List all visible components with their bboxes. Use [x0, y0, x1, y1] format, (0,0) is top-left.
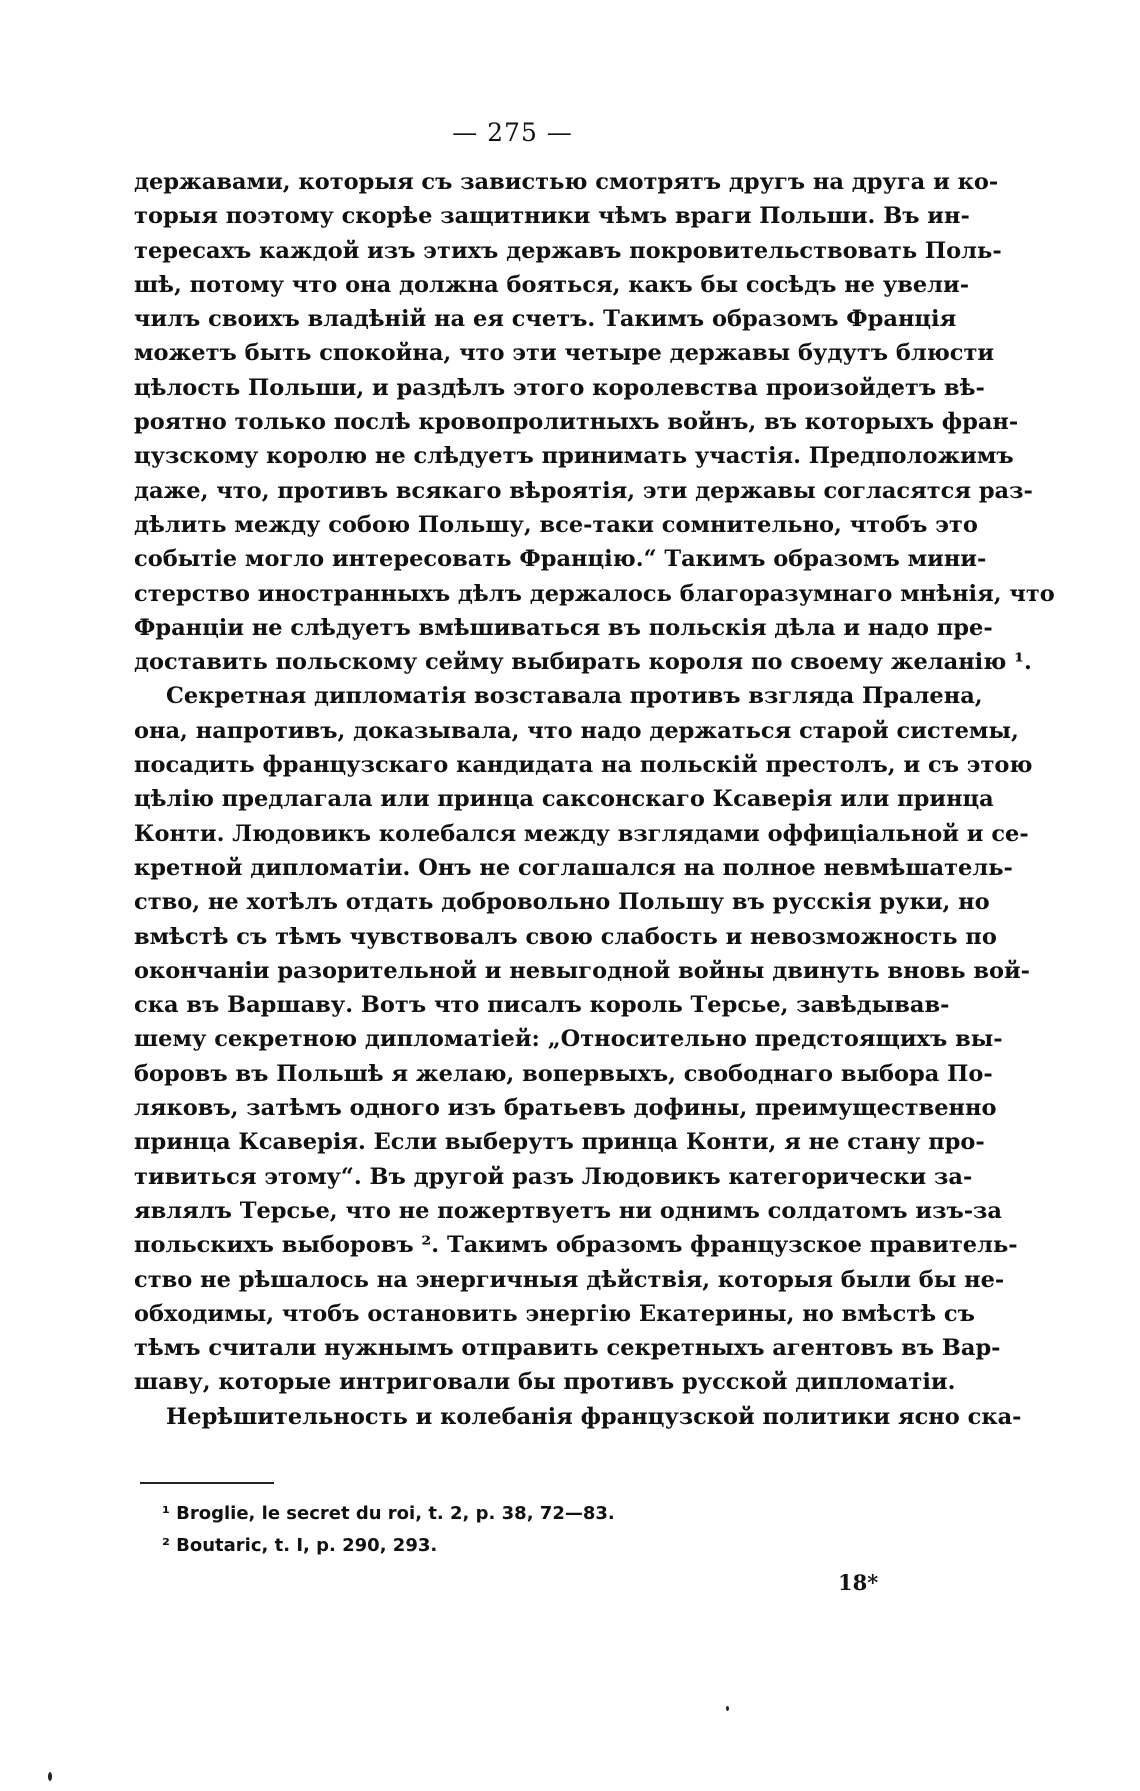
signature-mark: 18*: [838, 1570, 879, 1595]
text-line: шѣ, потому что она должна бояться, какъ бы сосѣдъ не увели-: [134, 271, 970, 298]
text-line: тересахъ каждой изъ этихъ державъ покровительствовать Поль-: [134, 237, 1002, 264]
text-line: Конти. Людовикъ колебался между взглядами оффицiальной и се-: [134, 820, 1029, 847]
text-line: цузскому королю не слѣдуетъ принимать участiя. Предположимъ: [134, 443, 1014, 470]
text-line: ство, не хотѣлъ отдать добровольно Польшу въ русскiя руки, но: [134, 889, 990, 916]
text-line: являлъ Терсье, что не пожертвуетъ ни однимъ солдатомъ изъ-за: [134, 1197, 1002, 1224]
text-line: дѣлить между собою Польшу, все-таки сомнительно, чтобъ это: [134, 511, 978, 538]
text-line: окончанiи разорительной и невыгодной войны двинуть вновь вой-: [134, 957, 1031, 984]
text-line: можетъ быть спокойна, что эти четыре державы будутъ блюсти: [134, 340, 995, 367]
text-line: вмѣстѣ съ тѣмъ чувствовалъ свою слабость и невозможность по: [134, 923, 997, 950]
text-line: посадить французскаго кандидата на польскiй престолъ, и съ этою: [134, 752, 1033, 779]
text-line: событiе могло интересовать Францiю.“ Такимъ образомъ мини-: [134, 546, 987, 573]
text-line: торыя поэтому скорѣе защитники чѣмъ враги Польши. Въ ин-: [134, 203, 970, 230]
text-line: стерство иностранныхъ дѣлъ держалось благоразумнаго мнѣнiя, что: [134, 580, 1055, 607]
text-line: шаву, которые интриговали бы противъ русской дипломатiи.: [134, 1369, 956, 1396]
text-line: Секретная дипломатiя возставала противъ взгляда Пралена,: [166, 683, 983, 710]
text-line: боровъ въ Польшѣ я желаю, вопервыхъ, свободнаго выбора По-: [134, 1060, 993, 1087]
text-line: тивиться этому“. Въ другой разъ Людовикъ категорически за-: [134, 1163, 973, 1190]
footnote-2: ² Boutaric, t. I, p. 290, 293.: [162, 1535, 438, 1556]
text-line: шему секретною дипломатiей: „Относительно предстоящихъ вы-: [134, 1026, 1003, 1053]
text-line: Нерѣшительность и колебанiя французской политики ясно ска-: [166, 1403, 1022, 1430]
text-line: роятно только послѣ кровопролитныхъ войнъ, въ которыхъ фран-: [134, 409, 1019, 436]
text-line: державами, которыя съ завистью смотрятъ другъ на друга и ко-: [134, 169, 999, 195]
text-line: ска въ Варшаву. Вотъ что писалъ король Терсье, завѣдывав-: [134, 992, 950, 1019]
print-speck: [726, 1706, 729, 1711]
text-line: принца Ксаверiя. Если выберутъ принца Конти, я не стану про-: [134, 1129, 985, 1156]
text-line: она, напротивъ, доказывала, что надо держаться старой системы,: [134, 717, 1019, 744]
text-line: цѣлiю предлагала или принца саксонскаго Ксаверiя или принца: [134, 786, 994, 813]
text-line: польскихъ выборовъ ². Такимъ образомъ французское правитель-: [134, 1232, 1018, 1259]
text-line: тѣмъ считали нужнымъ отправить секретныхъ агентовъ въ Вар-: [134, 1335, 1001, 1362]
text-line: чилъ своихъ владѣній на ея счетъ. Такимъ образомъ Францiя: [134, 306, 957, 333]
footnote-rule: [140, 1482, 274, 1484]
text-line: ство не рѣшалось на энергичныя дѣйствiя, которыя были бы не-: [134, 1266, 1005, 1293]
body-text: [134, 165, 1055, 1434]
text-line: даже, что, противъ всякаго вѣроятiя, эти державы согласятся раз-: [134, 477, 1033, 504]
footnote-1: ¹ Broglie, le secret du roi, t. 2, p. 38, 72—83.: [162, 1503, 615, 1524]
text-line: Францiи не слѣдуетъ вмѣшиваться въ польскiя дѣла и надо пре-: [134, 614, 993, 641]
page-number: — 275 —: [452, 118, 573, 147]
text-line: кретной дипломатiи. Онъ не соглашался на полное невмѣшатель-: [134, 854, 1013, 881]
print-speck: [48, 1772, 52, 1781]
text-line: цѣлость Польши, и раздѣлъ этого королевства произойдетъ вѣ-: [134, 374, 985, 401]
text-line: обходимы, чтобъ остановить энергiю Екатерины, но вмѣстѣ съ: [134, 1300, 975, 1327]
text-line: ляковъ, затѣмъ одного изъ братьевъ дофины, преимущественно: [134, 1095, 997, 1122]
text-line: доставить польскому сейму выбирать короля по своему желанiю ¹.: [134, 649, 1032, 676]
footnotes: [162, 1498, 615, 1562]
